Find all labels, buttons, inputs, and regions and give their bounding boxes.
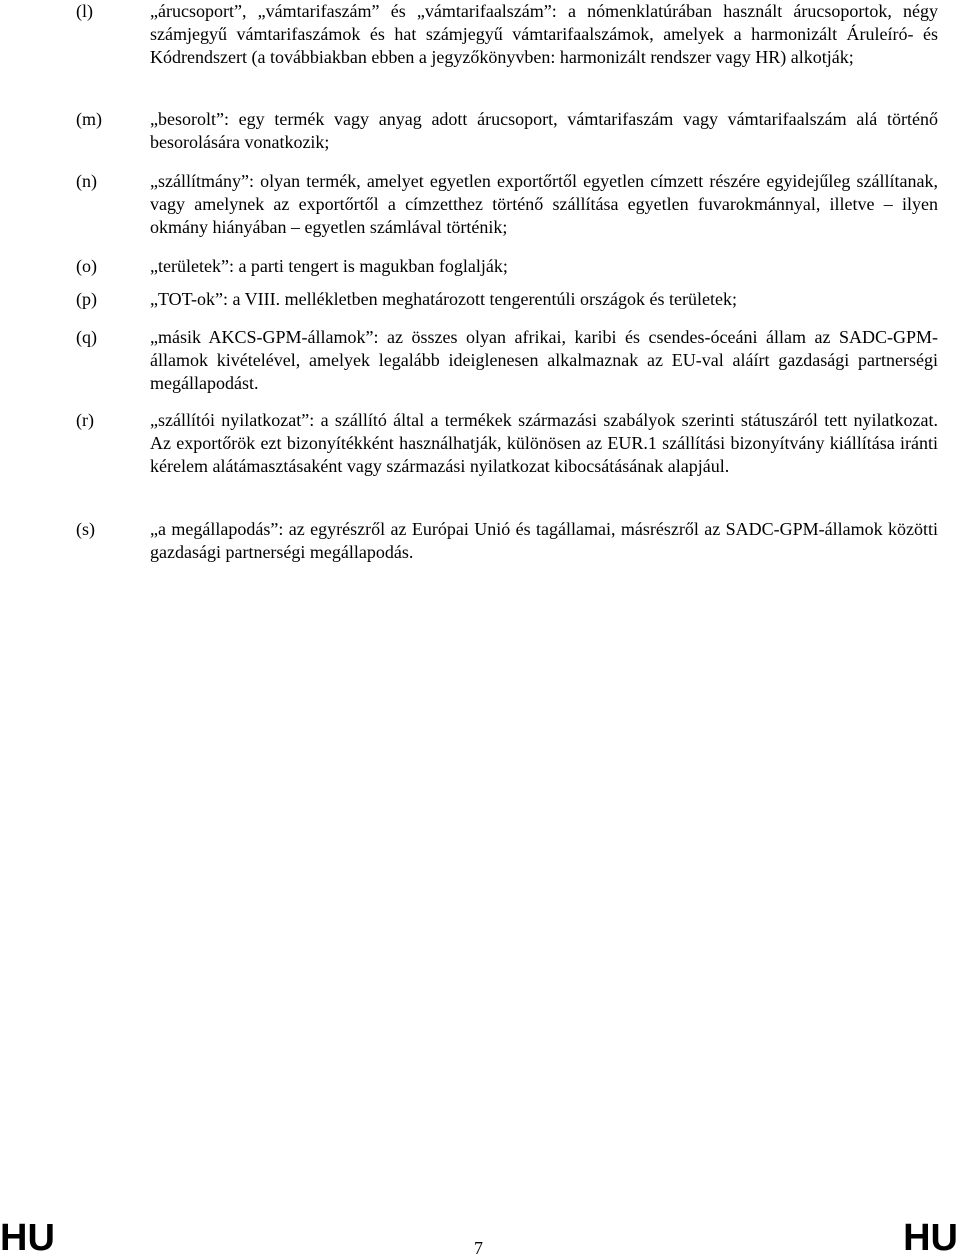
item-text: „besorolt”: egy termék vagy anyag adott árucsoport, vámtarifaszám vagy vámtarifaalszám alá történő besorolására vonatkozik;	[150, 109, 938, 152]
footer-language-right: HU	[903, 1217, 958, 1259]
item-marker: (l)	[76, 1, 93, 21]
item-marker: (n)	[76, 171, 97, 191]
item-marker: (p)	[76, 289, 97, 309]
item-text: „területek”: a parti tengert is magukban foglalják;	[150, 256, 508, 276]
item-text: „a megállapodás”: az egyrészről az Európai Unió és tagállamai, másrészről az SADC-GPM-államok közötti gazdasági partnerségi megállapodás.	[150, 519, 938, 562]
item-marker: (o)	[76, 256, 97, 276]
footer-language-left: HU	[0, 1217, 55, 1259]
item-text: „szállítói nyilatkozat”: a szállító által a termékek származási szabályok szerinti státuszáról tett nyilatkozat. Az exportőrök ezt bizonyítékként használhatják, különösen az EUR.1 szállítási bizonyítvány kiállítása iránti kérelem alátámasztásaként vagy származási nyilatkozat kibocsátásának alapjául.	[150, 410, 938, 476]
item-marker: (q)	[76, 327, 97, 347]
item-marker: (r)	[76, 410, 94, 430]
item-marker: (m)	[76, 109, 102, 129]
item-text: „szállítmány”: olyan termék, amelyet egyetlen exportőrtől egyetlen címzett részére egyidejűleg szállítanak, vagy amelynek az exportőrtől a címzetthez történő szállítása egyetlen fuvarokmánnyal, illetve – ilyen okmány hiányában – egyetlen számlával történik;	[150, 171, 938, 237]
item-text: „TOT-ok”: a VIII. mellékletben meghatározott tengerentúli országok és területek;	[150, 289, 737, 309]
item-text: „árucsoport”, „vámtarifaszám” és „vámtarifaalszám”: a nómenklatúrában használt árucsoportok, négy számjegyű vámtarifaszámok és hat számjegyű vámtarifaalszámok, amelyek a harmonizált Áruleíró- és Kódrendszert (a továbbiakban ebben a jegyzőkönyvben: harmonizált rendszer vagy HR) alkotják;	[150, 1, 938, 67]
page-number: 7	[474, 1238, 483, 1258]
item-marker: (s)	[76, 519, 95, 539]
item-text: „másik AKCS-GPM-államok”: az összes olyan afrikai, karibi és csendes-óceáni állam az SADC-GPM-államok kivételével, amelyek legalább ideiglenesen alkalmaznak az EU-val aláírt gazdasági partnerségi megállapodást.	[150, 327, 938, 393]
